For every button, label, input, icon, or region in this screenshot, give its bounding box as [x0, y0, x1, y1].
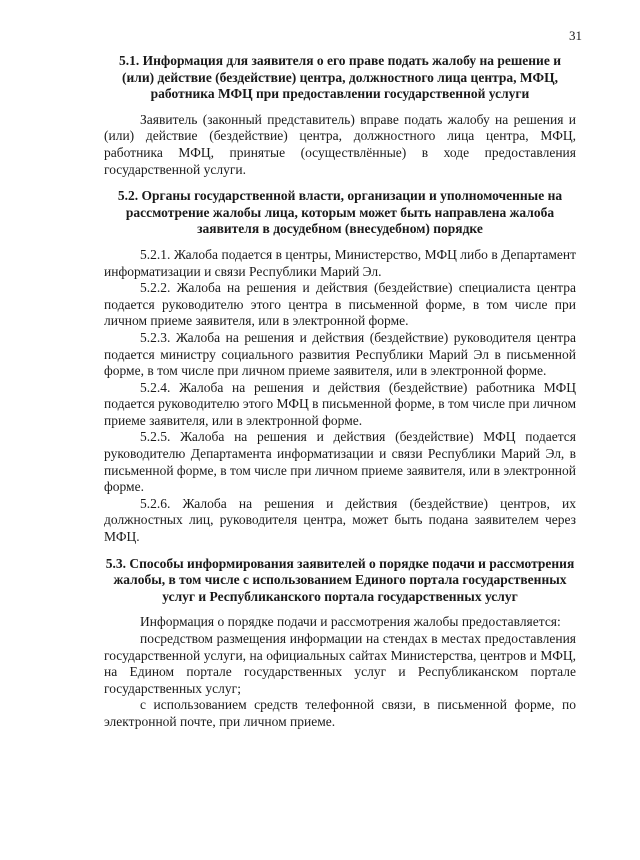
paragraph: 5.2.3. Жалоба на решения и действия (бездействие) руководителя центра подается министру социального развития Республики Марий Эл в письменной форме, в том числе при личном приеме заявителя, или в электронной форме. — [104, 329, 576, 379]
page-number: 31 — [569, 28, 582, 43]
paragraph: 5.2.5. Жалоба на решения и действия (бездействие) МФЦ подается руководителю Департамента информатизации и связи Республики Марий Эл, в письменной форме, в том числе при личном приеме заявителя, или в электронной форме. — [104, 429, 576, 495]
paragraph: Информация о порядке подачи и рассмотрения жалобы предоставляется: — [140, 614, 561, 630]
section-5-3 — [104, 556, 576, 731]
section-5-2 — [104, 188, 576, 545]
section-heading: 5.2. Органы государственной власти, организации и уполномоченные на рассмотрение жалобы лица, которым может быть направлена жалоба заявителя в досудебном (внесудебном) порядке — [117, 188, 563, 237]
paragraph: с использованием средств телефонной связи, в письменной форме, по электронной почте, при личном приеме. — [104, 697, 576, 729]
section-heading: 5.3. Способы информирования заявителей о порядке подачи и рассмотрения жалобы, в том числе с использованием Единого портала государственных услуг и Республиканского портала государственных услуг — [105, 555, 575, 604]
section-5-1 — [104, 53, 576, 178]
section-heading: 5.1. Информация для заявителя о его праве подать жалобу на решение и (или) действие (бездействие) центра, должностного лица центра, МФЦ, работника МФЦ при предоставлении государственной услуги — [119, 53, 561, 102]
paragraph: 5.2.6. Жалоба на решения и действия (бездействие) центров, их должностных лиц, руководителя центра, может быть подана заявителем через МФЦ. — [104, 495, 576, 545]
paragraph: Заявитель (законный представитель) вправе подать жалобу на решения и (или) действие (бездействие) центра, должностного лица центра, МФЦ, работника МФЦ, принятые (осуществлённые) в ходе предоставления государственной услуги. — [104, 111, 576, 177]
paragraph: 5.2.2. Жалоба на решения и действия (бездействие) специалиста центра подается руководителю этого центра в письменной форме, в том числе при личном приеме заявителя, или в электронной форме. — [104, 280, 576, 329]
paragraph: посредством размещения информации на стендах в местах предоставления государственной услуги, на официальных сайтах Министерства, центров и МФЦ, на Едином портале государственных услуг и Республиканском портале государственных услуг; — [104, 631, 576, 696]
paragraph: 5.2.1. Жалоба подается в центры, Министерство, МФЦ либо в Департамент информатизации и связи Республики Марий Эл. — [104, 246, 576, 279]
document-body — [104, 53, 576, 738]
paragraph: 5.2.4. Жалоба на решения и действия (бездействие) работника МФЦ подается руководителю этого МФЦ в письменной форме, в том числе при личном приеме заявителя, или в электронной форме. — [104, 379, 576, 428]
